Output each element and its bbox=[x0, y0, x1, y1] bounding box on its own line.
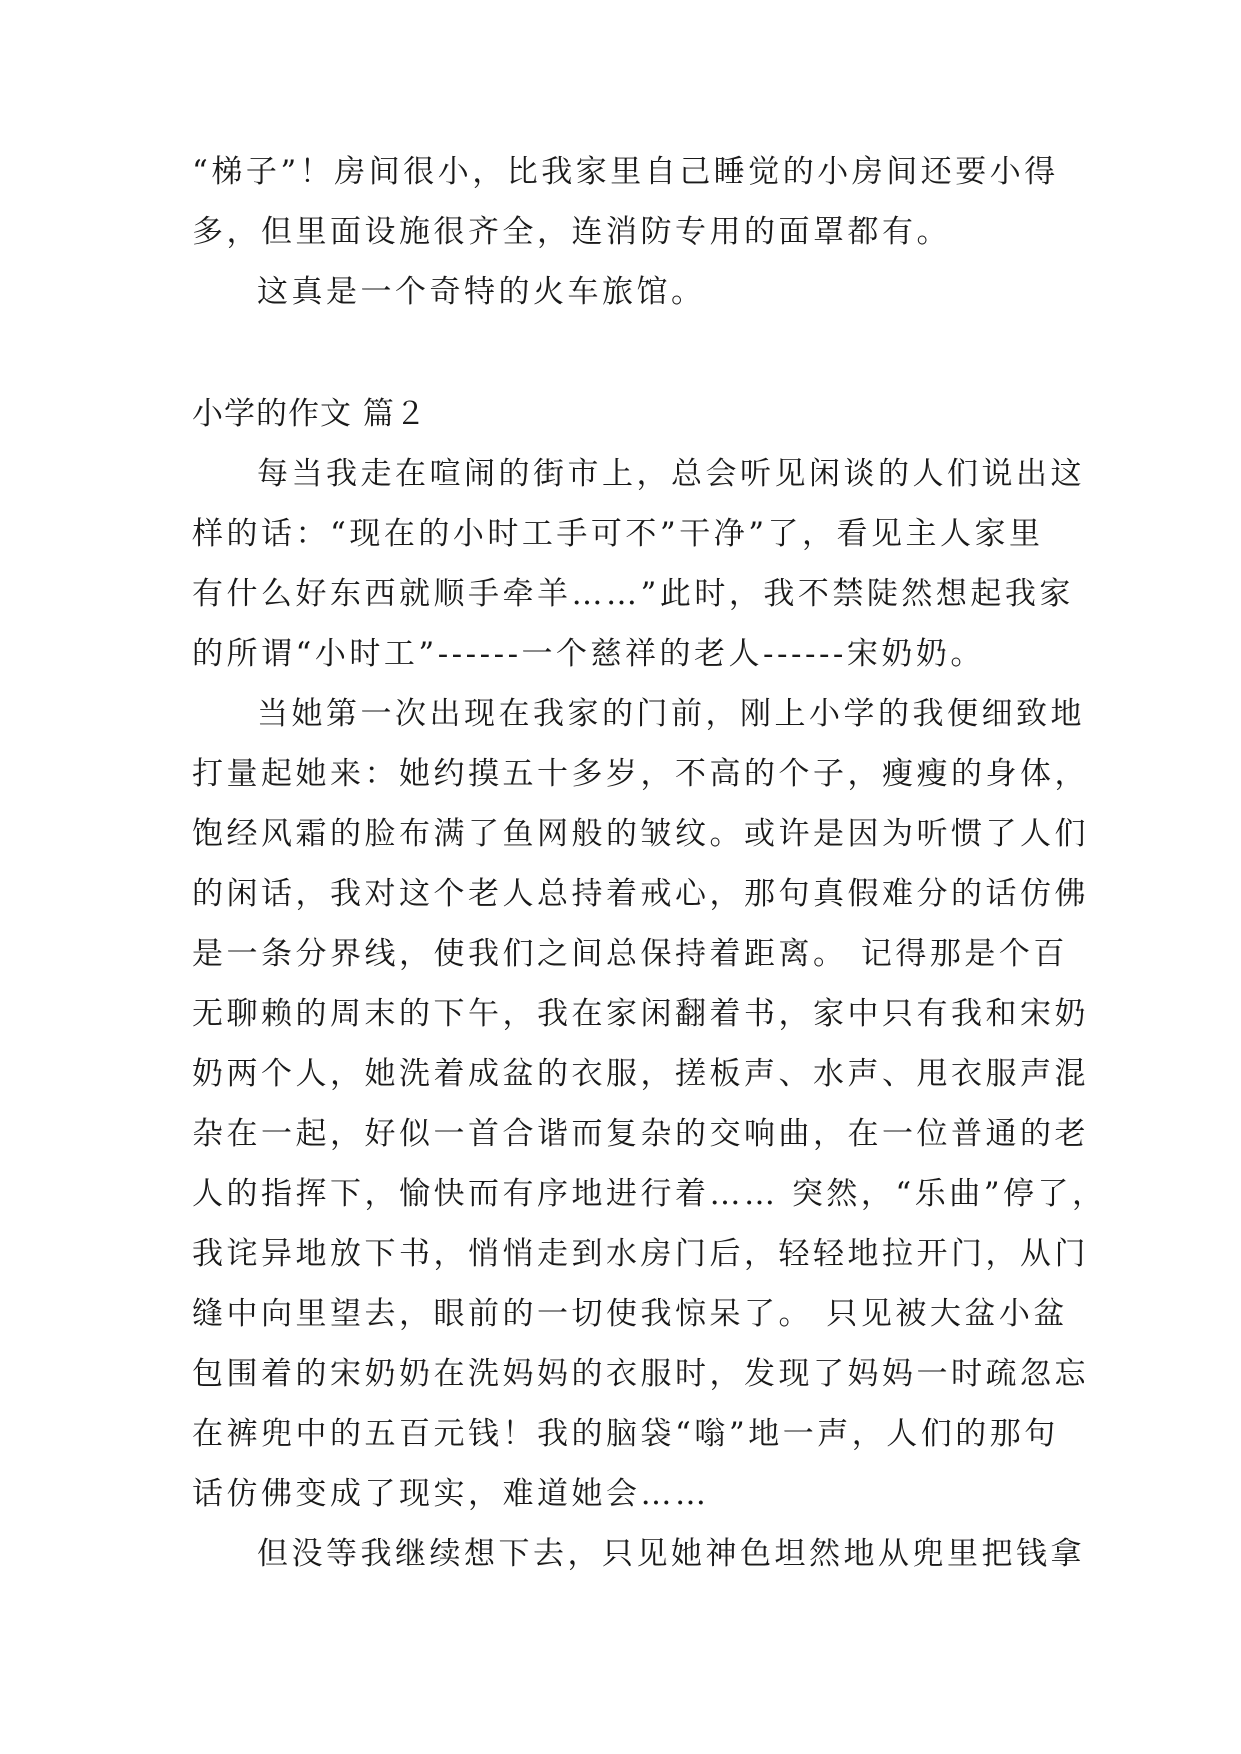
text-line-16: 杂在一起，好似一首合谐而复杂的交响曲，在一位普通的老 bbox=[192, 1116, 1089, 1152]
text-line-8: 的所谓“小时工”------一个慈祥的老人------宋奶奶。 bbox=[192, 636, 985, 672]
text-line-10: 打量起她来：她约摸五十多岁，不高的个子，瘦瘦的身体， bbox=[192, 756, 1089, 792]
text-line-20: 包围着的宋奶奶在洗妈妈的衣服时，发现了妈妈一时疏忽忘 bbox=[192, 1356, 1089, 1392]
text-line-3: 这真是一个奇特的火车旅馆。 bbox=[257, 274, 706, 310]
text-line-5: 每当我走在喧闹的街市上，总会听见闲谈的人们说出这 bbox=[257, 456, 1085, 492]
text-line-14: 无聊赖的周末的下午，我在家闲翻着书，家中只有我和宋奶 bbox=[192, 996, 1089, 1032]
text-line-22: 话仿佛变成了现实，难道她会…… bbox=[192, 1476, 710, 1512]
text-line-12: 的闲话，我对这个老人总持着戒心，那句真假难分的话仿佛 bbox=[192, 876, 1089, 912]
text-line-21: 在裤兜中的五百元钱！我的脑袋“嗡”地一声，人们的那句 bbox=[192, 1416, 1059, 1452]
text-line-9: 当她第一次出现在我家的门前，刚上小学的我便细致地 bbox=[257, 696, 1085, 732]
text-line-13: 是一条分界线，使我们之间总保持着距离。 记得那是个百 bbox=[192, 936, 1068, 972]
text-line-19: 缝中向里望去，眼前的一切使我惊呆了。 只见被大盆小盆 bbox=[192, 1296, 1068, 1332]
text-line-18: 我诧异地放下书，悄悄走到水房门后，轻轻地拉开门，从门 bbox=[192, 1236, 1089, 1272]
section-heading: 小学的作文 篇２ bbox=[192, 396, 427, 432]
text-line-15: 奶两个人，她洗着成盆的衣服，搓板声、水声、甩衣服声混 bbox=[192, 1056, 1089, 1092]
text-line-23: 但没等我继续想下去，只见她神色坦然地从兜里把钱拿 bbox=[257, 1536, 1085, 1572]
text-line-6: 样的话：“现在的小时工手可不”干净”了，看见主人家里 bbox=[192, 516, 1044, 552]
text-line-2: 多，但里面设施很齐全，连消防专用的面罩都有。 bbox=[192, 214, 951, 250]
text-line-11: 饱经风霜的脸布满了鱼网般的皱纹。或许是因为听惯了人们 bbox=[192, 816, 1089, 852]
text-line-1: “梯子”！房间很小，比我家里自己睡觉的小房间还要小得 bbox=[192, 154, 1059, 190]
text-line-17: 人的指挥下，愉快而有序地进行着…… 突然，“乐曲”停了， bbox=[192, 1176, 1107, 1212]
text-line-7: 有什么好东西就顺手牵羊……”此时，我不禁陡然想起我家 bbox=[192, 576, 1074, 612]
